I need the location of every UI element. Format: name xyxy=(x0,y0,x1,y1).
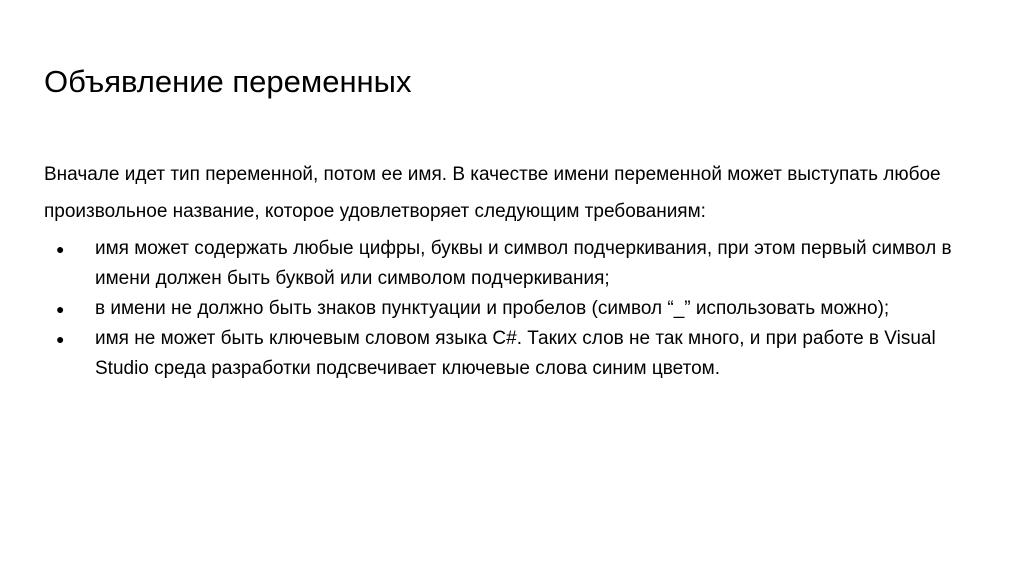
list-item xyxy=(44,324,994,384)
list-item xyxy=(44,294,994,324)
bullet-icon: ● xyxy=(56,241,65,257)
list-item-text: имя может содержать любые цифры, буквы и символ подчеркивания, при этом первый символ в имени должен быть буквой или символом подчеркивания; xyxy=(95,238,952,289)
list-item-text: в имени не должно быть знаков пунктуации и пробелов (символ “_” использовать можно); xyxy=(95,298,890,319)
intro-paragraph: Вначале идет тип переменной, потом ее имя. В качестве имени переменной может выступать любое произвольное название, которое удовлетворяет следующим требованиям: xyxy=(44,164,941,222)
requirements-list xyxy=(44,234,994,384)
bullet-icon: ● xyxy=(56,331,65,347)
bullet-icon: ● xyxy=(56,301,65,317)
slide-title: Объявление переменных xyxy=(44,64,412,99)
slide-body xyxy=(44,156,994,384)
list-item-text: имя не может быть ключевым словом языка C#. Таких слов не так много, и при работе в Visual Studio среда разработки подсвечивает ключевые слова синим цветом. xyxy=(95,328,936,379)
list-item xyxy=(44,234,994,294)
